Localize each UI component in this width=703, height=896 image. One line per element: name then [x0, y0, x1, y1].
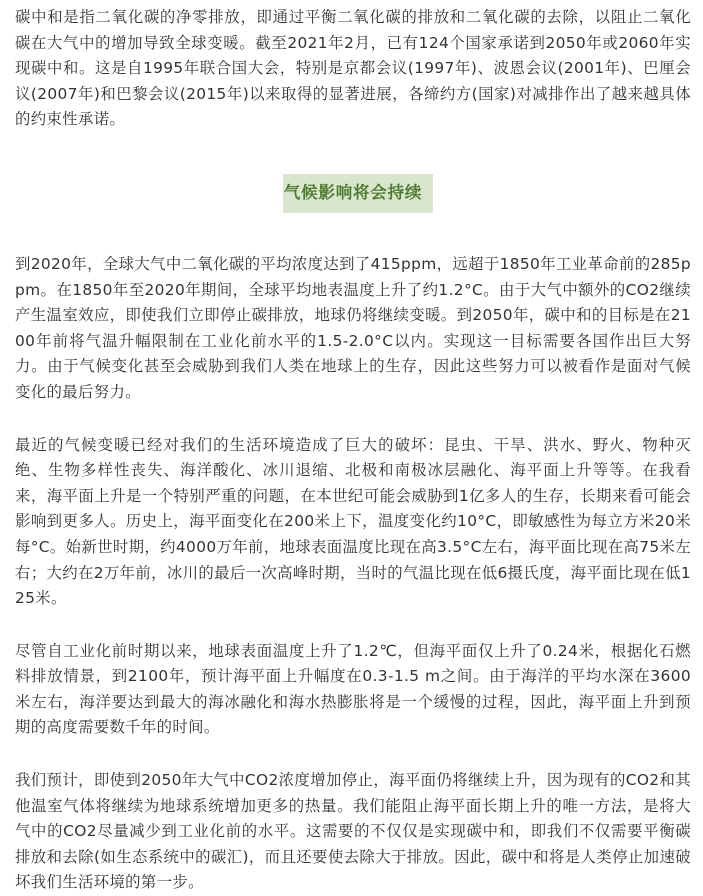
body-paragraph-4: 我们预计，即使到2050年大气中CO2浓度增加停止，海平面仍将继续上升，因为现有的CO2和其他温室气体将继续为地球系统增加更多的热量。我们能阻止海平面长期上升的唯一方法，是将大气中的CO2尽量减少到工业化前的水平。这需要的不仅仅是实现碳中和，即我们不仅需要平衡碳排放和去除(如生态系统中的碳汇)，而且还要使去除大于排放。因此，碳中和将是人类停止加速破坏我们生活环境的第一步。: [15, 771, 691, 892]
body-paragraph-3: 尽管自工业化前时期以来，地球表面温度上升了1.2℃，但海平面仅上升了0.24米，根据化石燃料排放情景，到2100年，预计海平面上升幅度在0.3-1.5 m之间。由于海洋的平均水深在3600米左右，海洋要达到最大的海冰融化和海水热膨胀将是一个缓慢的过程，因此，海平面上升到预期的高度需要数千年的时间。: [15, 641, 691, 737]
intro-paragraph: 碳中和是指二氧化碳的净零排放，即通过平衡二氧化碳的排放和二氧化碳的去除，以阻止二氧化碳在大气中的增加导致全球变暖。截至2021年2月，已有124个国家承诺到2050年或2060年实现碳中和。这是自1995年联合国大会，特别是京都会议(1997年)、波恩会议(2001年)、巴厘会议(2007年)和巴黎会议(2015年)以来取得的显著进展，各缔约方(国家)对减排作出了越来越具体的约束性承诺。: [15, 8, 691, 129]
body-paragraph-2: 最近的气候变暖已经对我们的生活环境造成了巨大的破坏：昆虫、干旱、洪水、野火、物种灭绝、生物多样性丧失、海洋酸化、冰川退缩、北极和南极冰层融化、海平面上升等等。在我看来，海平面上升是一个特别严重的问题，在本世纪可能会威胁到1亿多人的生存，长期来看可能会影响到更多人。历史上，海平面变化在200米上下，温度变化约10°C，即敏感性为每立方米20米每°C。始新世时期，约4000万年前，地球表面温度比现在高3.5°C左右，海平面比现在高75米左右；大约在2万年前，冰川的最后一次高峰时期，当时的气温比现在低6摄氏度，海平面比现在低125米。: [15, 435, 691, 608]
paragraph-spacer: [15, 612, 691, 639]
article-body: [15, 0, 691, 896]
paragraph-spacer: [15, 741, 691, 768]
paragraph-spacer: [15, 406, 691, 433]
body-paragraph-1: 到2020年，全球大气中二氧化碳的平均浓度达到了415ppm，远超于1850年工业革命前的285ppm。在1850年至2020年期间，全球平均地表温度上升了约1.2°C。由于大气中额外的CO2继续产生温室效应，即使我们立即停止碳排放，地球仍将继续变暖。到2050年，碳中和的目标是在2100年前将气温升幅限制在工业化前水平的1.5-2.0°C以内。实现这一目标需要各国作出巨大努力。由于气候变化甚至会威胁到我们人类在地球上的生存，因此这些努力可以被看作是面对气候变化的最后努力。: [15, 254, 691, 401]
section-heading-block: [15, 174, 691, 214]
section-heading: 气候影响将会持续: [283, 182, 423, 202]
